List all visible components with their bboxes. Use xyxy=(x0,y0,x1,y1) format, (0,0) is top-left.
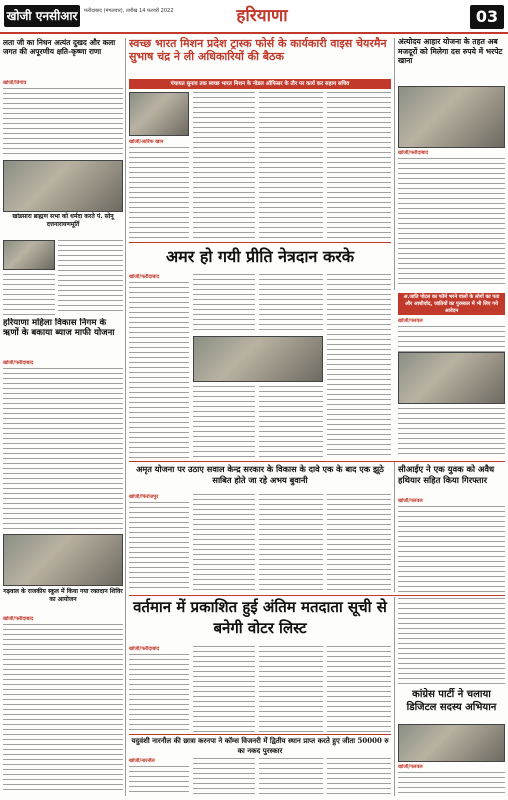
voter-story-headline: वर्तमान में प्रकाशित हुई अंतिम मतदाता सूची से बनेगी वोटर लिस्ट xyxy=(133,598,387,637)
body-text-lines xyxy=(193,758,255,796)
masthead xyxy=(0,0,508,34)
amar-story-headline: अमर हो गयी प्रीति नेत्रदान करके xyxy=(165,247,355,266)
body-text-lines xyxy=(327,274,391,458)
ymca-story-col-1 xyxy=(129,758,189,796)
body-text-lines xyxy=(398,506,505,592)
lead-story xyxy=(129,37,391,77)
section-title: हरियाणा xyxy=(236,6,288,26)
amrut-story-byline: खोजी/फिरोजपुर xyxy=(129,494,159,500)
story-left-mid-byline: खोजी/फरीदाबाद xyxy=(3,360,34,366)
right-top-headline: अंत्योदय आहार योजना के तहत अब मजदूरों को मिलेगा दस रुपये में भरपेट खाना xyxy=(398,37,503,66)
right-top-photo xyxy=(398,86,505,148)
body-text-lines xyxy=(3,88,123,158)
congress-story-headline: कांग्रेस पार्टी ने चलाया डिजिटल सदस्य अभियान xyxy=(406,689,497,713)
story-left-bottom-body xyxy=(3,616,123,796)
body-text-lines xyxy=(327,92,391,239)
body-text-lines xyxy=(327,494,391,592)
school-photo xyxy=(3,534,123,586)
story-left-mid-headline: हरियाणा महिला विकास निगम के ऋणों के बकाया ब्याज माफी योजना xyxy=(3,318,115,338)
voter-story xyxy=(129,597,391,643)
section-rule xyxy=(129,595,505,596)
story-left-top-body xyxy=(3,80,123,160)
column-divider xyxy=(125,38,126,796)
body-text-lines xyxy=(327,758,391,796)
amar-story-col-1 xyxy=(129,274,189,458)
school-photo-caption: गढ़वाल के राजकीय स्कूल में किया गया रक्तदान शिविर का आयोजन xyxy=(3,588,123,603)
cia-story-byline: खोजी/पलवल xyxy=(398,498,423,504)
congress-story-top-body xyxy=(398,598,505,686)
body-text-lines xyxy=(3,624,123,794)
amar-story-photo xyxy=(193,336,323,382)
left-top-photo xyxy=(3,160,123,212)
body-text-lines xyxy=(129,654,189,732)
section-rule xyxy=(129,734,391,735)
body-text-lines xyxy=(259,92,323,239)
story-left-mid-body xyxy=(3,360,123,530)
body-text-lines xyxy=(129,147,189,239)
body-text-lines xyxy=(259,494,323,592)
ymca-story-byline: खोजी/नारनौल xyxy=(129,758,155,764)
body-text-lines xyxy=(193,274,255,332)
column-divider xyxy=(394,597,395,796)
story-left-mid xyxy=(3,318,123,358)
body-text-lines xyxy=(3,274,55,315)
body-text-lines xyxy=(327,646,391,732)
body-text-lines xyxy=(193,386,255,458)
story-left-top-byline: खोजी/तिगांव xyxy=(3,80,27,86)
body-text-lines xyxy=(193,92,255,239)
band-story-byline: खोजी/पलवल xyxy=(398,318,423,324)
cia-story xyxy=(398,464,505,496)
lead-story-byline: खोजी/आरिफ खान xyxy=(129,139,164,145)
cia-story-body xyxy=(398,498,505,592)
body-text-lines xyxy=(398,772,505,796)
body-text-lines xyxy=(3,368,123,530)
dateline: फरीदाबाद (मंगलवार), तारीख 14 फरवरी 2022 xyxy=(84,8,174,14)
left-small-photo xyxy=(3,240,55,270)
ymca-story xyxy=(129,736,391,756)
body-text-lines xyxy=(193,494,255,592)
congress-story-photo xyxy=(398,724,505,762)
amrut-story-headline: अमृत योजना पर उठाए सवाल केन्द्र सरकार के विकास के दावे एक के बाद एक झूठे साबित होते जा रहे अभय बुवानी xyxy=(136,464,384,485)
body-text-lines xyxy=(129,766,189,796)
congress-story-body xyxy=(398,764,505,796)
congress-story-byline: खोजी/पलवल xyxy=(398,764,423,770)
body-text-lines xyxy=(129,282,189,458)
story-left-top xyxy=(3,38,123,78)
section-rule xyxy=(129,242,391,243)
body-text-lines xyxy=(259,274,323,332)
right-top-byline: खोजी/फरीदाबाद xyxy=(398,150,429,156)
amrut-story xyxy=(129,464,391,492)
body-text-lines xyxy=(398,598,505,684)
story-left-top-headline: लता जी का निधन अत्यंत दुखद और कला जगत की अपूरणीय क्षति-कृष्णा राणा xyxy=(3,38,116,56)
column-divider xyxy=(394,462,395,592)
lead-story-photo xyxy=(129,92,189,136)
cia-story-headline: सीआईए ने एक युवक को अवैध हथियार सहित किया गिरफ्तार xyxy=(398,464,495,485)
column-divider xyxy=(394,38,395,290)
body-text-lines xyxy=(398,408,505,458)
newspaper-logo: खोजी एनसीआर xyxy=(4,5,80,27)
lead-story-headline: स्वच्छ भारत मिशन प्रदेश ट्रास्क फोर्स के कार्यकारी वाइस चेयरमैन सुभाष चंद्र ने ली अधिकारियों की बैठक xyxy=(129,37,387,63)
congress-story xyxy=(398,688,505,722)
body-text-lines xyxy=(129,502,189,592)
voter-story-col-1 xyxy=(129,646,189,732)
right-top-story xyxy=(398,37,505,83)
amar-story xyxy=(129,246,391,270)
amrut-story-col-1 xyxy=(129,494,189,592)
lead-story-col-1 xyxy=(129,139,189,239)
voter-story-byline: खोजी/फरीदाबाद xyxy=(129,646,160,652)
body-text-lines xyxy=(193,646,255,732)
page-number: 03 xyxy=(470,5,504,29)
band-story-headline: अ.जाति पोटल का फॉर्म भरने वालों के लोगों का पता और आशीर्वाद, जातियों का पुरस्कार में भी लिए गये आवेदन xyxy=(398,293,505,315)
story-left-bottom-byline: खोजी/फरीदाबाद xyxy=(3,616,34,622)
right-top-body xyxy=(398,150,505,290)
section-rule xyxy=(129,461,505,462)
ymca-story-headline: यदुवंशी नारनौल की छात्रा करनपा ने कॉम्स विजनरी में द्वितीय स्थान प्राप्त करते हुए जीता 50000 रु का नकद पुरस्कार xyxy=(131,736,389,755)
body-text-lines xyxy=(259,646,323,732)
body-text-lines xyxy=(259,758,323,796)
amar-story-byline: खोजी/फरीदाबाद xyxy=(129,274,160,280)
body-text-lines xyxy=(58,240,123,315)
body-text-lines xyxy=(398,158,505,288)
photo-left-caption: खांडसारा ब्राह्मण सभा को धर्मदा करते पं. सोनू दत्तनारायणमूर्ति xyxy=(12,213,114,228)
body-text-lines xyxy=(259,386,323,458)
lead-story-strap: पंचायत सुनाव तक स्वच्छ भारत मिशन के नोडल ऑफिसर के तौर पर कार्य कर सहाय सचिव xyxy=(129,79,391,89)
band-story-photo xyxy=(398,352,505,404)
